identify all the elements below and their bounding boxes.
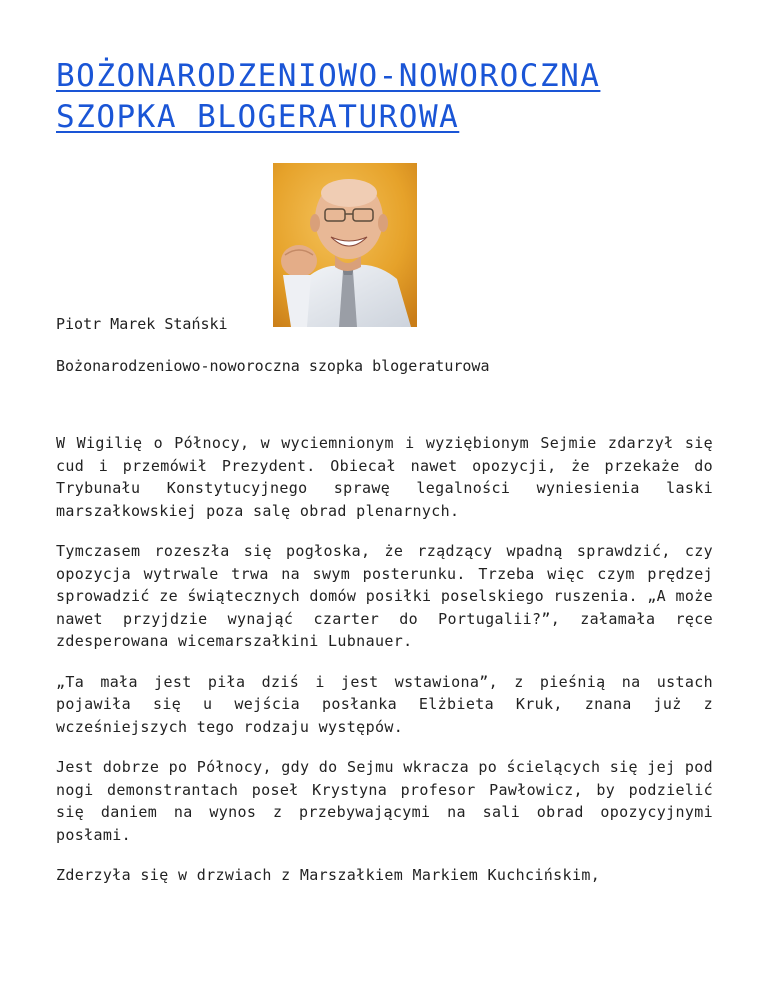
title-line-1[interactable]: BOŻONARODZENIOWO-NOWOROCZNA bbox=[56, 58, 601, 94]
title-line-2[interactable]: SZOPKA BLOGERATUROWA bbox=[56, 99, 460, 135]
article-title bbox=[56, 0, 713, 138]
article bbox=[56, 0, 713, 884]
author-photo-illustration bbox=[273, 163, 417, 327]
article-subtitle: Bożonarodzeniowo-noworoczna szopka blogeraturowa bbox=[56, 357, 490, 375]
article-title-link[interactable] bbox=[56, 58, 600, 135]
paragraph: „Ta mała jest piła dziś i jest wstawiona”, z pieśnią na ustach pojawiła się u wejścia posłanka Elżbieta Kruk, znana już z wcześniejszych tego rodzaju występów. bbox=[56, 672, 713, 736]
paragraph: W Wigilię o Północy, w wyciemnionym i wyziębionym Sejmie zdarzył się cud i przemówił Prezydent. Obiecał nawet opozycji, że przekaże do Trybunału Konstytucyjnego sprawę legalności wyniesienia laski marszałkowskiej poza salę obrad plenarnych. bbox=[56, 434, 713, 520]
paragraph: Jest dobrze po Północy, gdy do Sejmu wkracza po ścielących się jej pod nogi demonstrantach poseł Krystyna profesor Pawłowicz, by podzielić się daniem na wynos z przebywającymi na sali obrad opozycyjnymi posłami. bbox=[56, 758, 713, 844]
author-name: Piotr Marek Stański bbox=[56, 315, 228, 333]
author-photo bbox=[273, 163, 417, 327]
paragraph: Tymczasem rozeszła się pogłoska, że rządzący wpadną sprawdzić, czy opozycja wytrwale trwa na swym posterunku. Trzeba więc czym prędzej sprowadzić ze świątecznych domów posiłki poselskiego ruszenia. „A może nawet przyjdzie wynająć czarter do Portugalii?”, załamała ręce zdesperowana wicemarszałkini Lubnauer. bbox=[56, 542, 713, 650]
article-body bbox=[56, 432, 713, 905]
paragraph: Zderzyła się w drzwiach z Marszałkiem Markiem Kuchcińskim, bbox=[56, 866, 601, 884]
